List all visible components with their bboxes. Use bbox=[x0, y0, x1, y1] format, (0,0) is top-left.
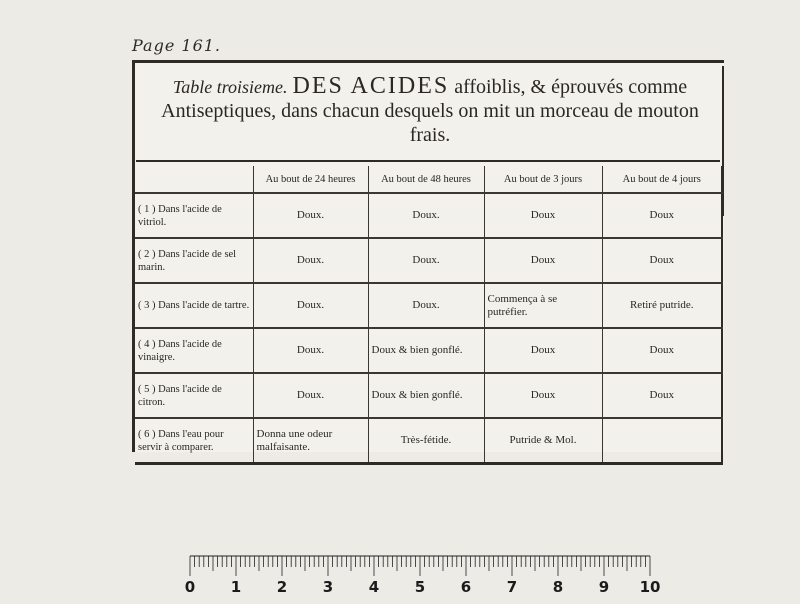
header-cell: Au bout de 3 jours bbox=[484, 166, 602, 193]
table-cell: Doux. bbox=[253, 283, 368, 328]
title-caps: DES ACIDES bbox=[292, 73, 450, 99]
row-label: ( 6 ) Dans l'eau pour servir à comparer. bbox=[135, 418, 253, 464]
header-cell: Au bout de 24 heures bbox=[253, 166, 368, 193]
table-cell: Doux bbox=[602, 328, 722, 373]
table-row bbox=[135, 418, 722, 464]
row-label: ( 3 ) Dans l'acide de tartre. bbox=[135, 283, 253, 328]
table-cell: Doux & bien gonflé. bbox=[368, 373, 484, 418]
table-cell: Doux bbox=[602, 238, 722, 283]
table-cell: Doux. bbox=[253, 238, 368, 283]
table-cell: Putride & Mol. bbox=[484, 418, 602, 464]
ruler-label: 4 bbox=[368, 578, 380, 596]
row-label: ( 1 ) Dans l'acide de vitriol. bbox=[135, 193, 253, 238]
table-cell bbox=[602, 418, 722, 464]
table-cell: Doux bbox=[484, 193, 602, 238]
header-rule bbox=[136, 160, 720, 162]
table-title bbox=[142, 74, 718, 147]
scale-ruler bbox=[184, 552, 661, 604]
ruler-label: 2 bbox=[276, 578, 288, 596]
header-cell bbox=[135, 166, 253, 193]
title-rest: affoiblis, & éprouvés comme Antiseptiques, dans chacun desquels on mit un morceau de mouton frais. bbox=[161, 76, 699, 146]
table-cell: Doux. bbox=[368, 283, 484, 328]
table-cell: Doux. bbox=[253, 193, 368, 238]
table-cell: Doux bbox=[484, 238, 602, 283]
table-cell: Retiré putride. bbox=[602, 283, 722, 328]
table-cell: Doux. bbox=[368, 238, 484, 283]
table-row bbox=[135, 283, 722, 328]
table-cell: Commença à se putréfier. bbox=[484, 283, 602, 328]
ruler-label: 6 bbox=[460, 578, 472, 596]
title-lead: Table troisieme. bbox=[172, 77, 288, 97]
table-cell: Doux. bbox=[253, 373, 368, 418]
ruler-label: 5 bbox=[414, 578, 426, 596]
table-row bbox=[135, 373, 722, 418]
table-cell: Doux bbox=[602, 193, 722, 238]
table-cell: Doux bbox=[602, 373, 722, 418]
table-row bbox=[135, 328, 722, 373]
acid-table bbox=[135, 166, 723, 465]
row-label: ( 4 ) Dans l'acide de vinaigre. bbox=[135, 328, 253, 373]
page-number: Page 161. bbox=[132, 36, 222, 55]
ruler-label: 8 bbox=[552, 578, 564, 596]
ruler-label: 3 bbox=[322, 578, 334, 596]
ruler-label: 10 bbox=[639, 578, 661, 596]
header-cell: Au bout de 4 jours bbox=[602, 166, 722, 193]
table-row bbox=[135, 238, 722, 283]
table-cell: Doux. bbox=[253, 328, 368, 373]
table-cell: Doux bbox=[484, 373, 602, 418]
header-row bbox=[135, 166, 722, 193]
table-cell: Doux bbox=[484, 328, 602, 373]
top-rule bbox=[132, 60, 724, 63]
ruler-label: 0 bbox=[184, 578, 196, 596]
ruler-label: 1 bbox=[230, 578, 242, 596]
row-label: ( 2 ) Dans l'acide de sel marin. bbox=[135, 238, 253, 283]
table-cell: Très-fétide. bbox=[368, 418, 484, 464]
ruler-label: 7 bbox=[506, 578, 518, 596]
table-cell: Doux. bbox=[368, 193, 484, 238]
ruler-ticks bbox=[185, 552, 655, 578]
ruler-label: 9 bbox=[598, 578, 610, 596]
row-label: ( 5 ) Dans l'acide de citron. bbox=[135, 373, 253, 418]
table-cell: Doux & bien gonflé. bbox=[368, 328, 484, 373]
table-cell: Donna une odeur malfaisante. bbox=[253, 418, 368, 464]
header-cell: Au bout de 48 heures bbox=[368, 166, 484, 193]
table-row bbox=[135, 193, 722, 238]
table-sheet bbox=[132, 60, 724, 452]
